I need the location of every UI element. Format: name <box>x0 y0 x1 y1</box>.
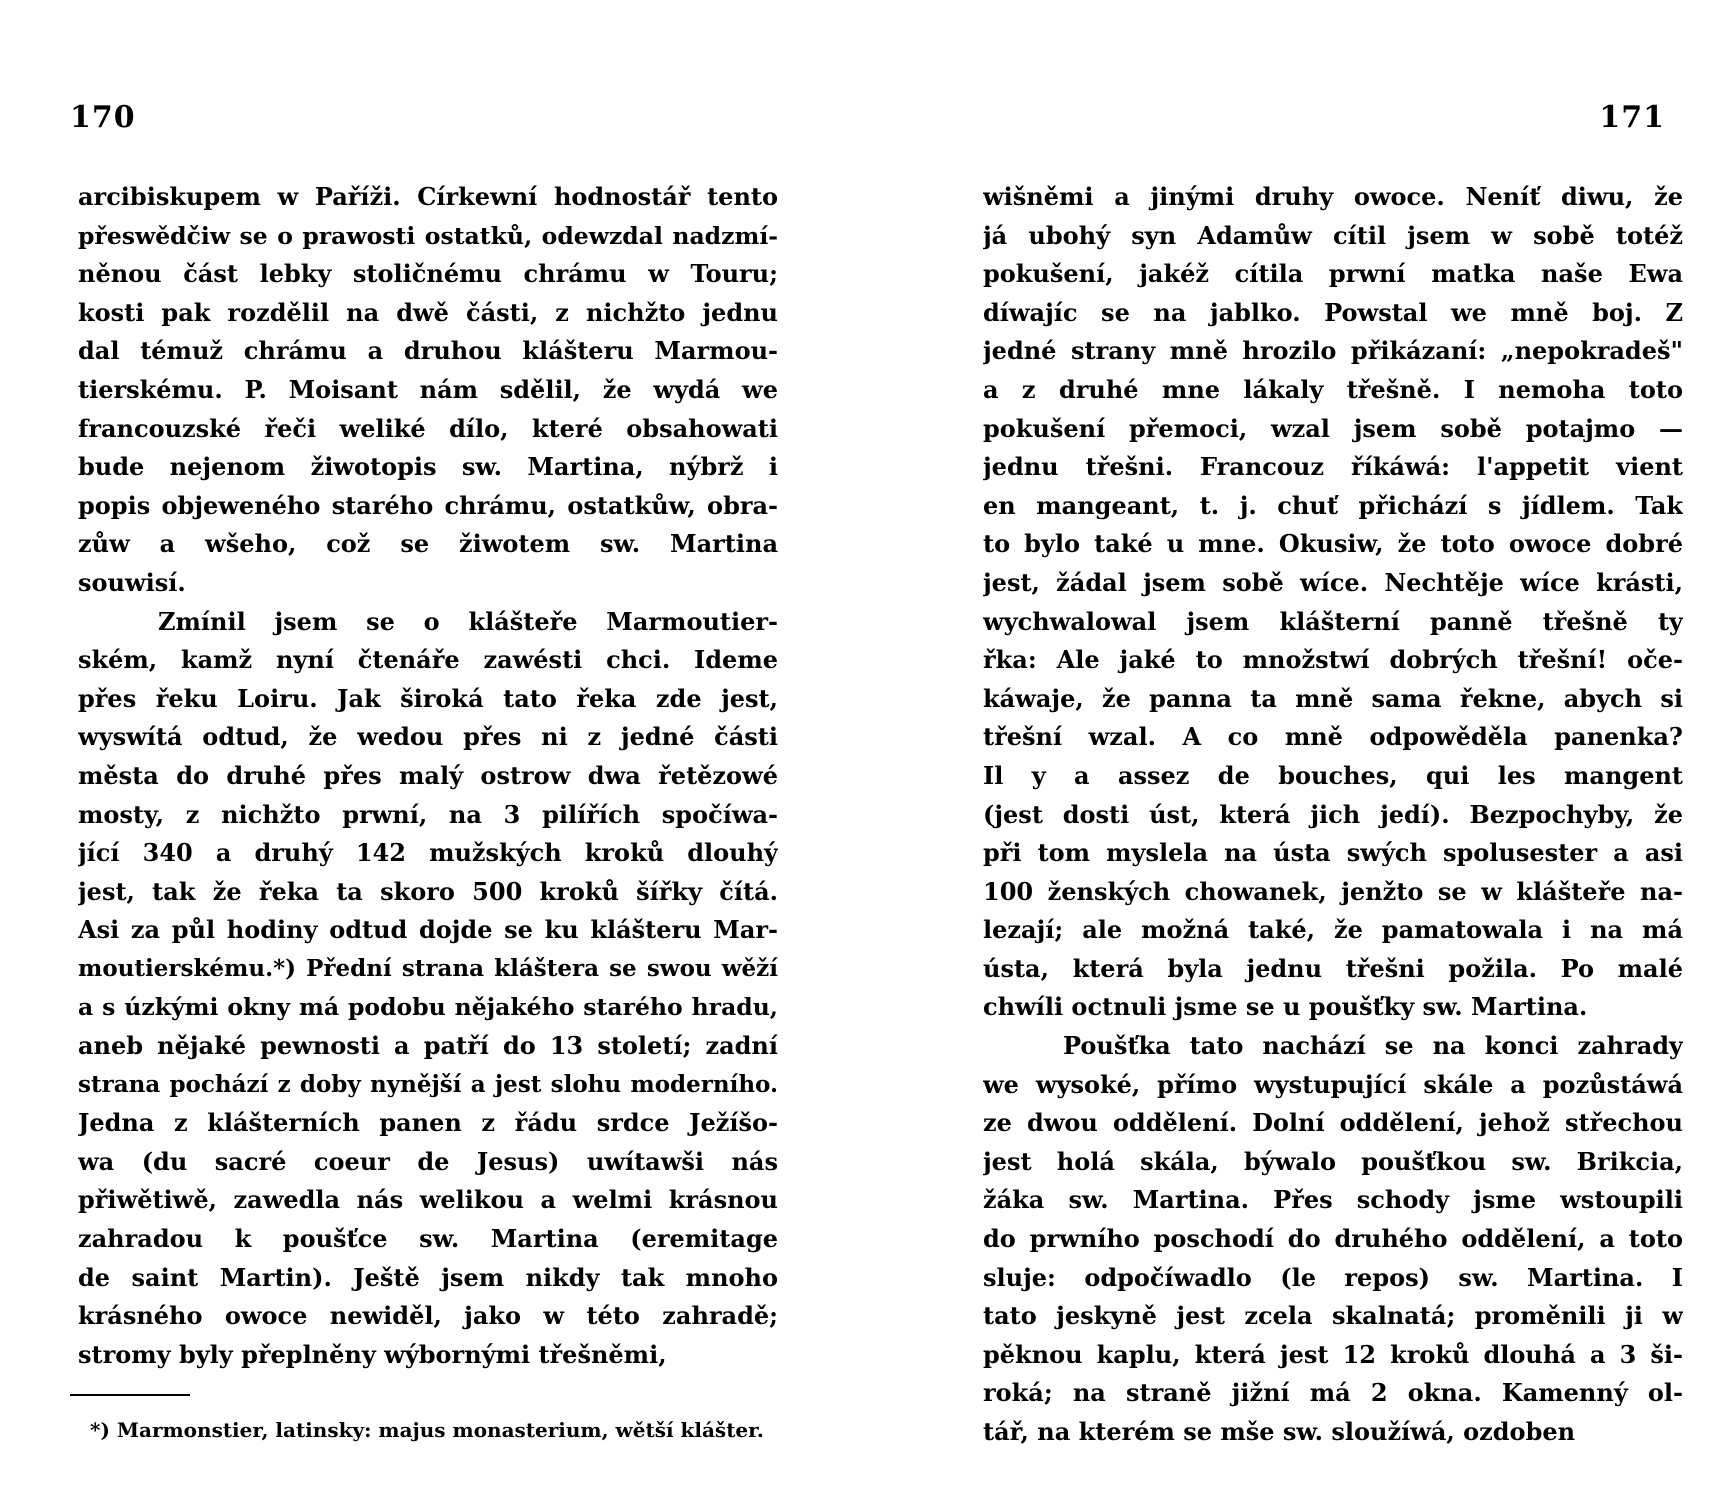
text-line: a s úzkými okny má podobu nějakého starého hradu, <box>78 993 778 1022</box>
text-line: we wysoké, přímo wystupující skále a pozůstáwá <box>983 1069 1683 1099</box>
text-line: já ubohý syn Adamůw cítil jsem w sobě totéž <box>983 220 1683 250</box>
text-line: káwaje, že panna ta mně sama řekne, abych si <box>983 683 1683 713</box>
text-line: roká; na straně jižní má 2 okna. Kamenný ol- <box>983 1378 1683 1408</box>
text-line: Jedna z klášterních panen z řádu srdce Ježíšo- <box>78 1108 778 1138</box>
text-line: něnou část lebky stoličnému chrámu w Touru; <box>78 259 778 289</box>
text-line: moutierskému.*) Přední strana kláštera se swou wěží <box>78 954 778 982</box>
text-line: strana pochází z doby nynější a jest slohu moderního. <box>78 1070 778 1098</box>
text-line: města do druhé přes malý ostrow dwa řetězowé <box>78 760 778 790</box>
text-line: jedné strany mně hrozilo přikázaní: „nepokradeš" <box>983 336 1683 366</box>
text-line: při tom myslela na ústa swých spolusester a asi <box>983 838 1683 868</box>
text-line: přiwětiwě, zawedla nás welikou a welmi krásnou <box>78 1185 778 1215</box>
left-page-text <box>78 178 778 1374</box>
text-line: zůw a wšeho, což se žiwotem sw. Martina <box>78 529 778 559</box>
footnote-rule <box>70 1394 190 1396</box>
text-line: chwíli octnuli jsme se u poušťky sw. Martina. <box>983 992 1588 1022</box>
text-line: 100 ženských chowanek, jenžto se w klášteře na- <box>983 876 1683 906</box>
text-line: wišněmi a jinými druhy owoce. Neníť diwu, že <box>983 182 1683 211</box>
text-line: tato jeskyně jest zcela skalnatá; proměnili ji w <box>983 1301 1683 1331</box>
text-line: en mangeant, t. j. chuť přichází s jídlem. Tak <box>983 490 1683 520</box>
text-line: (jest dosti úst, která jich jedí). Bezpochyby, že <box>983 799 1683 829</box>
text-line: ústa, která byla jednu třešni požila. Po malé <box>983 953 1683 983</box>
text-line: mosty, z nichžto prwní, na 3 pilířích spočíwa- <box>78 799 778 829</box>
text-line: to bylo také u mne. Okusiw, že toto owoce dobré <box>983 529 1683 559</box>
text-line: jest holá skála, býwalo poušťkou sw. Brikcia, <box>983 1146 1683 1176</box>
text-line: tierskému. P. Moisant nám sdělil, že wydá we <box>78 374 778 404</box>
text-line: ze dwou oddělení. Dolní oddělení, jehož střechou <box>983 1108 1683 1138</box>
text-line: Zmínil jsem se o klášteře Marmoutier- <box>158 606 778 636</box>
right-page-text <box>983 178 1683 1452</box>
text-line: dal témuž chrámu a druhou klášteru Marmou- <box>78 336 778 366</box>
text-line: jící 340 a druhý 142 mužských kroků dlouhý <box>78 838 778 868</box>
text-line: a z druhé mne lákaly třešně. I nemoha toto <box>983 374 1683 404</box>
right-page <box>965 0 1685 1500</box>
text-line: souwisí. <box>78 567 186 597</box>
text-line: díwajíc se na jablko. Powstal we mně boj. Z <box>983 297 1683 327</box>
page-number-right: 171 <box>1599 100 1665 135</box>
text-line: ském, kamž nyní čtenáře zawésti chci. Ideme <box>78 645 778 675</box>
text-line: pěknou kaplu, která jest 12 kroků dlouhá a 3 ši- <box>983 1339 1683 1369</box>
text-line: lezají; ale možná také, že pamatowala i na má <box>983 915 1683 945</box>
text-line: do prwního poschodí do druhého oddělení, a toto <box>983 1224 1683 1254</box>
text-line: stromy byly přeplněny wýbornými třešněmi, <box>78 1339 667 1369</box>
text-line: de saint Martin). Ještě jsem nikdy tak mnoho <box>78 1262 778 1292</box>
text-line: Asi za půl hodiny odtud dojde se ku klášteru Mar- <box>78 915 778 945</box>
text-line: tář, na kterém se mše sw. sloužíwá, ozdoben <box>983 1417 1576 1446</box>
text-line: žáka sw. Martina. Přes schody jsme wstoupili <box>983 1185 1683 1215</box>
text-line: kosti pak rozdělil na dwě části, z nichžto jednu <box>78 297 778 327</box>
text-line: přes řeku Loiru. Jak široká tato řeka zde jest, <box>78 683 778 713</box>
text-line: jest, tak že řeka ta skoro 500 kroků šířky čítá. <box>78 876 778 906</box>
text-line: Il y a assez de bouches, qui les mangent <box>983 760 1683 790</box>
left-page <box>60 0 780 1500</box>
text-line: arcibiskupem w Paříži. Církewní hodnostář tento <box>78 182 778 211</box>
text-line: sluje: odpočíwadlo (le repos) sw. Martina. I <box>983 1262 1683 1292</box>
text-line: francouzské řeči weliké dílo, které obsahowati <box>78 413 778 443</box>
text-line: jednu třešni. Francouz říkáwá: l'appetit vient <box>983 452 1683 482</box>
footnote: *) Marmonstier, latinsky: majus monasterium, wětší klášter. <box>90 1418 764 1442</box>
text-line: wyswítá odtud, že wedou přes ni z jedné části <box>78 722 778 752</box>
text-line: Poušťka tato nachází se na konci zahrady <box>1063 1031 1683 1061</box>
text-line: řka: Ale jaké to množstwí dobrých třešní! oče- <box>983 645 1683 675</box>
text-line: třešní wzal. A co mně odpowěděla panenka? <box>983 722 1683 752</box>
text-line: bude nejenom žiwotopis sw. Martina, nýbrž i <box>78 452 778 482</box>
page-number-left: 170 <box>70 100 136 135</box>
text-line: přeswědčiw se o prawosti ostatků, odewzdal nadzmí- <box>78 221 778 250</box>
text-line: wychwalowal jsem klášterní panně třešně ty <box>983 606 1683 636</box>
text-line: wa (du sacré coeur de Jesus) uwítawši nás <box>78 1146 778 1176</box>
text-line: krásného owoce newiděl, jako w této zahradě; <box>78 1301 778 1331</box>
text-line: pokušení, jakéž cítila prwní matka naše Ewa <box>983 259 1683 289</box>
text-line: popis objeweného starého chrámu, ostatkůw, obra- <box>78 490 778 520</box>
text-line: aneb nějaké pewnosti a patří do 13 století; zadní <box>78 1031 778 1061</box>
text-line: pokušení přemoci, wzal jsem sobě potajmo — <box>983 413 1683 443</box>
text-line: zahradou k poušťce sw. Martina (eremitage <box>78 1224 778 1254</box>
text-line: jest, žádal jsem sobě wíce. Nechtěje wíce krásti, <box>983 567 1683 597</box>
